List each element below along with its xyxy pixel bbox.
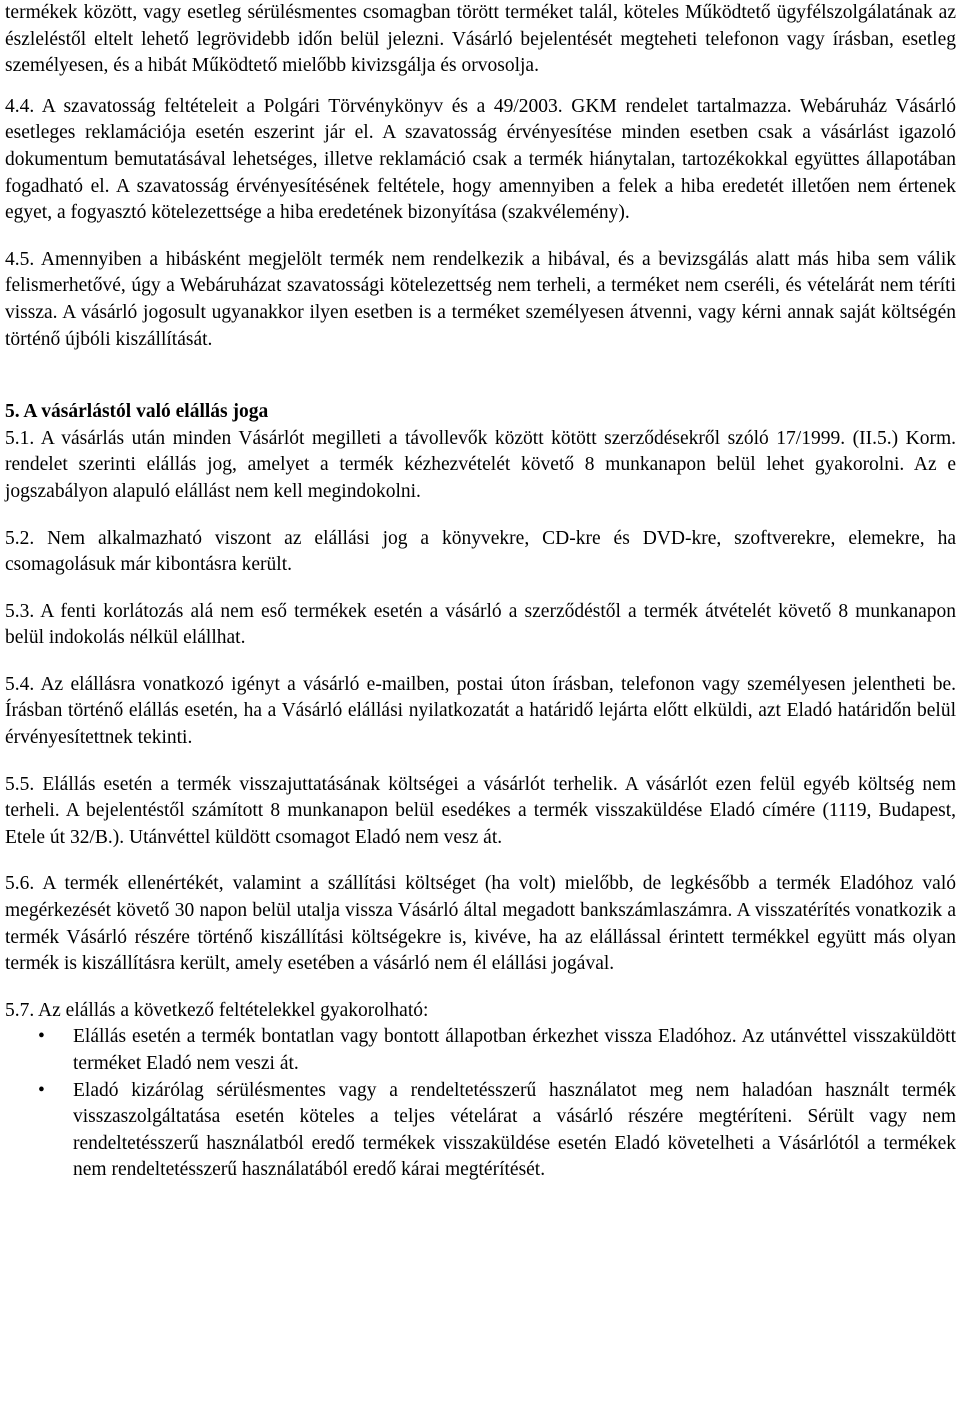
list-item — [5, 1078, 956, 1184]
list-item-text: Elállás esetén a termék bontatlan vagy bontott állapotban érkezhet vissza Eladóhoz. Az utánvéttel visszaküldött terméket Eladó nem veszi át. — [73, 1026, 956, 1074]
paragraph-5-3: 5.3. A fenti korlátozás alá nem eső termékek esetén a vásárló a szerződéstől a termék átvételét követő 8 munkanapon belül indokolás nélkül elállhat. — [5, 600, 956, 649]
paragraph-intro: termékek között, vagy esetleg sérülésmentes csomagban törött terméket talál, köteles Működtető ügyfélszolgálatának az észleléstől eltelt lehető legrövidebb időn belül jelezni. Vásárló bejelentését megteheti telefonon vagy írásban, esetleg személyesen, és a hibát Működtető mielőbb kivizsgálja és orvosolja. — [5, 2, 956, 77]
spacer — [5, 851, 956, 871]
spacer — [5, 978, 956, 998]
spacer — [5, 579, 956, 599]
section-5-heading: 5. A vásárlástól való elállás joga — [5, 401, 269, 423]
paragraph-5-6: 5.6. A termék ellenértékét, valamint a szállítási költséget (ha volt) mielőbb, de legkésőbb a termék Eladóhoz való megérkezését követő 30 napon belül utalja vissza Vásárló által megadott bankszámlaszámra. A visszatérítés vonatkozik a termék Vásárló részére történő kiszállítási költségekre is, kivéve, ha az elállással érintett termékkel együtt más olyan termék is kiszállításra került, amely esetében a vásárló nem él elállási jogával. — [5, 873, 956, 975]
paragraph-4-5: 4.5. Amennyiben a hibásként megjelölt termék nem rendelkezik a hibával, és a bevizsgálás alatt más hiba sem válik felismerhetővé, úgy a Webáruházat szavatossági kötelezettség nem terheli, a terméket nem cseréli, és vételárát nem téríti vissza. A vásárló jogosult ugyanakkor ilyen esetben is a terméket személyesen átvenni, vagy kérni annak saját költségén történő újbóli kiszállítását. — [5, 248, 956, 350]
paragraph-5-2: 5.2. Nem alkalmazható viszont az elállási jog a könyvekre, CD-kre és DVD-kre, szoftverekre, elemekre, ha csomagolásuk már kibontásra került. — [5, 527, 956, 576]
bullet-icon: • — [38, 1026, 45, 1048]
bullet-icon: • — [38, 1079, 45, 1101]
paragraph-5-1: 5.1. A vásárlás után minden Vásárlót megilleti a távollevők között kötött szerződésekről szóló 17/1999. (II.5.) Korm. rendelet szerinti elállás jog, amelyet a termék kézhezvételét követő 8 munkanapon belül lehet gyakorolni. Az e jogszabályon alapuló elállást nem kell megindokolni. — [5, 427, 956, 502]
conditions-list — [5, 1024, 956, 1184]
spacer — [5, 80, 956, 94]
list-item-text: Eladó kizárólag sérülésmentes vagy a rendeltetésszerű használatot meg nem haladóan használt termék visszaszolgáltatása esetén köteles a teljes vételárat a vásárló részére megtéríteni. Sérült vagy nem rendeltetésszerű használatból eredő termékek visszaküldése esetén Eladó követelheti a Vásárlótól a termékek nem rendeltetésszerű használatából eredő kárai megtérítését. — [73, 1079, 956, 1181]
paragraph-5-4: 5.4. Az elállásra vonatkozó igényt a vásárló e-mailben, postai úton írásban, telefonon vagy személyesen jelentheti be. Írásban történő elállás esetén, ha a Vásárló elállási nyilatkozatát a határidő lejárta előtt elküldi, azt Eladó határidőn belül érvényesítettnek tekinti. — [5, 673, 956, 749]
spacer — [5, 506, 956, 526]
paragraph-4-4: 4.4. A szavatosság feltételeit a Polgári Törvénykönyv és a 49/2003. GKM rendelet tartalmazza. Webáruház Vásárló esetleges reklamációja esetén eszerint jár el. A szavatosság érvényesítése minden esetben csak a vásárlást igazoló dokumentum bemutatásával lehetséges, illetve reklamáció csak a termék hiánytalan, tartozékokkal együttes állapotában fogadható el. A szavatosság érvényesítésének feltétele, hogy amennyiben a felek a hiba eredetét illetően nem értenek egyet, a fogyasztó kötelezettsége a hiba eredetének bizonyítása (szakvélemény). — [5, 95, 956, 224]
paragraph-5-7: 5.7. Az elállás a következő feltételekkel gyakorolható: — [5, 999, 429, 1021]
spacer — [5, 652, 956, 672]
paragraph-5-5: 5.5. Elállás esetén a termék visszajuttatásának költségei a vásárlót terhelik. A vásárlót ezen felül egyéb költség nem terheli. A bejelentéstől számított 8 munkanapon belül esedékes a termék visszaküldése Eladó címére (1119, Budapest, Etele út 32/B.). Utánvéttel küldött csomagot Eladó nem vesz át. — [5, 773, 956, 848]
spacer — [5, 353, 956, 399]
spacer — [5, 227, 956, 247]
spacer — [5, 752, 956, 772]
list-item — [5, 1024, 956, 1077]
